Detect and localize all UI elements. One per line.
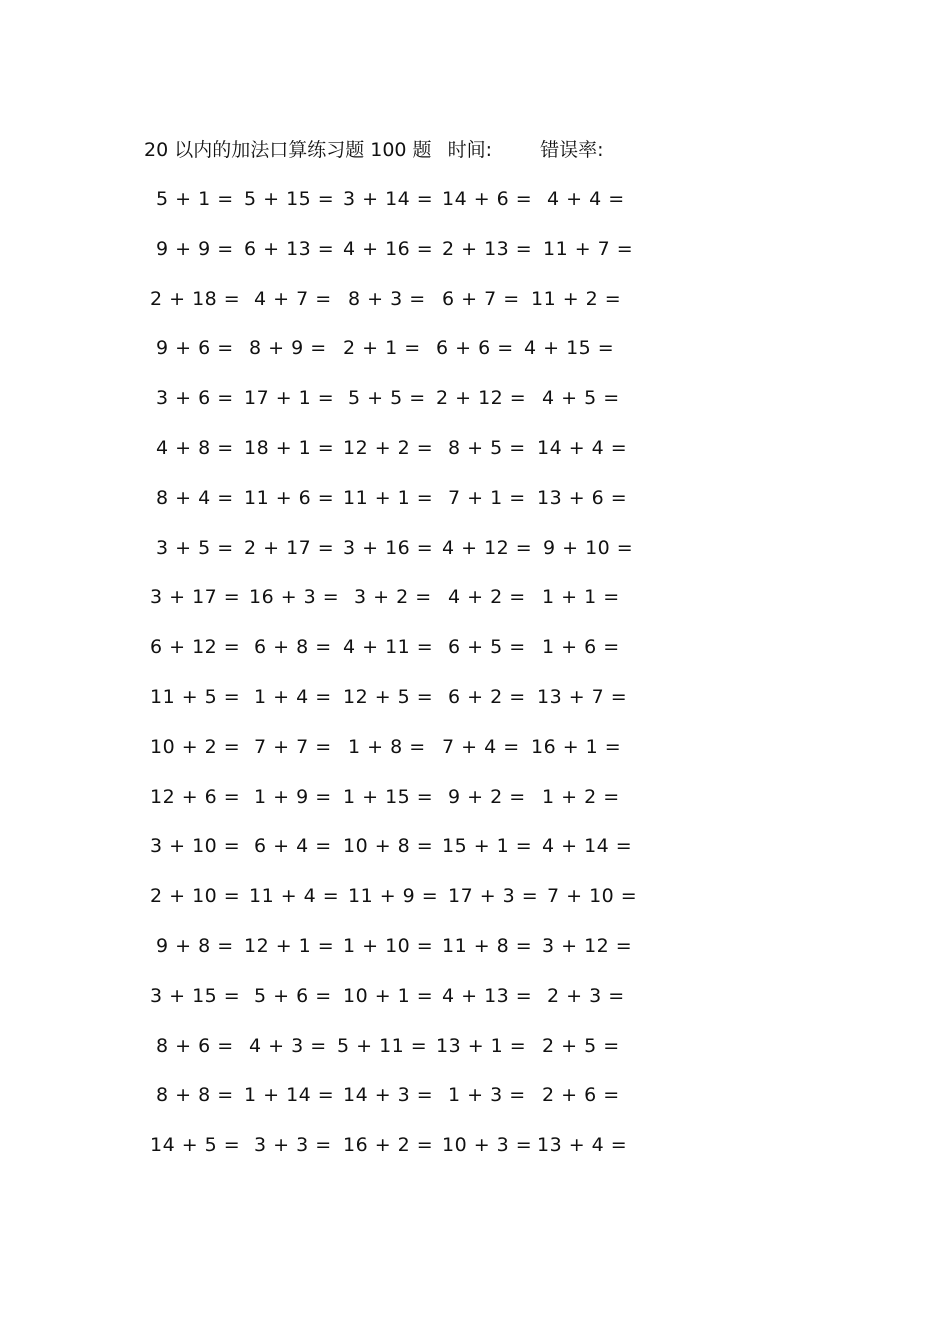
problem-7-5: 13 + 6 = [537, 487, 628, 509]
problem-7-3: 11 + 1 = [343, 487, 434, 509]
problem-17-4: 4 + 13 = [442, 985, 533, 1007]
problem-14-2: 6 + 4 = [254, 835, 332, 857]
problem-16-3: 1 + 10 = [343, 935, 434, 957]
problem-11-5: 13 + 7 = [537, 686, 628, 708]
problem-1-3: 3 + 14 = [343, 188, 434, 210]
problem-8-3: 3 + 16 = [343, 537, 434, 559]
problem-11-2: 1 + 4 = [254, 686, 332, 708]
problem-5-3: 5 + 5 = [348, 387, 426, 409]
problem-19-2: 1 + 14 = [244, 1084, 335, 1106]
problem-5-2: 17 + 1 = [244, 387, 335, 409]
problem-8-4: 4 + 12 = [442, 537, 533, 559]
problem-3-4: 6 + 7 = [442, 288, 520, 310]
problem-18-1: 8 + 6 = [156, 1035, 234, 1057]
problem-18-5: 2 + 5 = [542, 1035, 620, 1057]
problem-4-4: 6 + 6 = [436, 337, 514, 359]
problem-13-1: 12 + 6 = [150, 786, 241, 808]
problem-9-3: 3 + 2 = [354, 586, 432, 608]
problem-5-1: 3 + 6 = [156, 387, 234, 409]
problem-11-1: 11 + 5 = [150, 686, 241, 708]
problem-6-2: 18 + 1 = [244, 437, 335, 459]
problem-20-2: 3 + 3 = [254, 1134, 332, 1156]
problem-12-3: 1 + 8 = [348, 736, 426, 758]
problem-12-2: 7 + 7 = [254, 736, 332, 758]
problem-19-4: 1 + 3 = [448, 1084, 526, 1106]
problem-12-1: 10 + 2 = [150, 736, 241, 758]
problem-2-3: 4 + 16 = [343, 238, 434, 260]
problem-9-5: 1 + 1 = [542, 586, 620, 608]
problem-17-1: 3 + 15 = [150, 985, 241, 1007]
problem-19-1: 8 + 8 = [156, 1084, 234, 1106]
problem-8-2: 2 + 17 = [244, 537, 335, 559]
problem-3-5: 11 + 2 = [531, 288, 622, 310]
problem-16-1: 9 + 8 = [156, 935, 234, 957]
problem-1-2: 5 + 15 = [244, 188, 335, 210]
problem-7-4: 7 + 1 = [448, 487, 526, 509]
time-label: 时间: [447, 139, 493, 161]
problem-17-5: 2 + 3 = [547, 985, 625, 1007]
problem-8-5: 9 + 10 = [543, 537, 634, 559]
problem-2-5: 11 + 7 = [543, 238, 634, 260]
problem-6-3: 12 + 2 = [343, 437, 434, 459]
problem-13-5: 1 + 2 = [542, 786, 620, 808]
problem-19-5: 2 + 6 = [542, 1084, 620, 1106]
problem-10-3: 4 + 11 = [343, 636, 434, 658]
problem-5-5: 4 + 5 = [542, 387, 620, 409]
problem-9-1: 3 + 17 = [150, 586, 241, 608]
problem-10-4: 6 + 5 = [448, 636, 526, 658]
problem-18-3: 5 + 11 = [337, 1035, 428, 1057]
problem-12-4: 7 + 4 = [442, 736, 520, 758]
problem-15-3: 11 + 9 = [348, 885, 439, 907]
problem-19-3: 14 + 3 = [343, 1084, 434, 1106]
problem-4-5: 4 + 15 = [524, 337, 615, 359]
problem-13-4: 9 + 2 = [448, 786, 526, 808]
error-rate-label: 错误率: [540, 139, 604, 161]
problem-1-4: 14 + 6 = [442, 188, 533, 210]
problem-6-5: 14 + 4 = [537, 437, 628, 459]
problem-20-5: 13 + 4 = [537, 1134, 628, 1156]
problem-9-2: 16 + 3 = [249, 586, 340, 608]
problem-17-2: 5 + 6 = [254, 985, 332, 1007]
problem-6-1: 4 + 8 = [156, 437, 234, 459]
problem-4-3: 2 + 1 = [343, 337, 421, 359]
problem-9-4: 4 + 2 = [448, 586, 526, 608]
problem-11-3: 12 + 5 = [343, 686, 434, 708]
problem-18-2: 4 + 3 = [249, 1035, 327, 1057]
problem-2-2: 6 + 13 = [244, 238, 335, 260]
problem-18-4: 13 + 1 = [436, 1035, 527, 1057]
problem-14-4: 15 + 1 = [442, 835, 533, 857]
problem-7-1: 8 + 4 = [156, 487, 234, 509]
problem-4-2: 8 + 9 = [249, 337, 327, 359]
problem-2-1: 9 + 9 = [156, 238, 234, 260]
problem-14-3: 10 + 8 = [343, 835, 434, 857]
problem-20-4: 10 + 3 = [442, 1134, 533, 1156]
problem-10-2: 6 + 8 = [254, 636, 332, 658]
problem-10-1: 6 + 12 = [150, 636, 241, 658]
problem-15-4: 17 + 3 = [448, 885, 539, 907]
problem-16-4: 11 + 8 = [442, 935, 533, 957]
problem-2-4: 2 + 13 = [442, 238, 533, 260]
problem-1-1: 5 + 1 = [156, 188, 234, 210]
problem-16-5: 3 + 12 = [542, 935, 633, 957]
problem-20-1: 14 + 5 = [150, 1134, 241, 1156]
problem-15-2: 11 + 4 = [249, 885, 340, 907]
problem-4-1: 9 + 6 = [156, 337, 234, 359]
problem-8-1: 3 + 5 = [156, 537, 234, 559]
problem-14-1: 3 + 10 = [150, 835, 241, 857]
problem-15-5: 7 + 10 = [547, 885, 638, 907]
worksheet-title: 20 以内的加法口算练习题 100 题 [144, 139, 432, 161]
problem-3-2: 4 + 7 = [254, 288, 332, 310]
problem-13-2: 1 + 9 = [254, 786, 332, 808]
problem-12-5: 16 + 1 = [531, 736, 622, 758]
problem-13-3: 1 + 15 = [343, 786, 434, 808]
problem-1-5: 4 + 4 = [547, 188, 625, 210]
problem-16-2: 12 + 1 = [244, 935, 335, 957]
problem-11-4: 6 + 2 = [448, 686, 526, 708]
problem-14-5: 4 + 14 = [542, 835, 633, 857]
problem-10-5: 1 + 6 = [542, 636, 620, 658]
problem-6-4: 8 + 5 = [448, 437, 526, 459]
problem-17-3: 10 + 1 = [343, 985, 434, 1007]
problem-15-1: 2 + 10 = [150, 885, 241, 907]
problem-20-3: 16 + 2 = [343, 1134, 434, 1156]
problem-5-4: 2 + 12 = [436, 387, 527, 409]
problem-3-3: 8 + 3 = [348, 288, 426, 310]
problem-7-2: 11 + 6 = [244, 487, 335, 509]
problem-3-1: 2 + 18 = [150, 288, 241, 310]
